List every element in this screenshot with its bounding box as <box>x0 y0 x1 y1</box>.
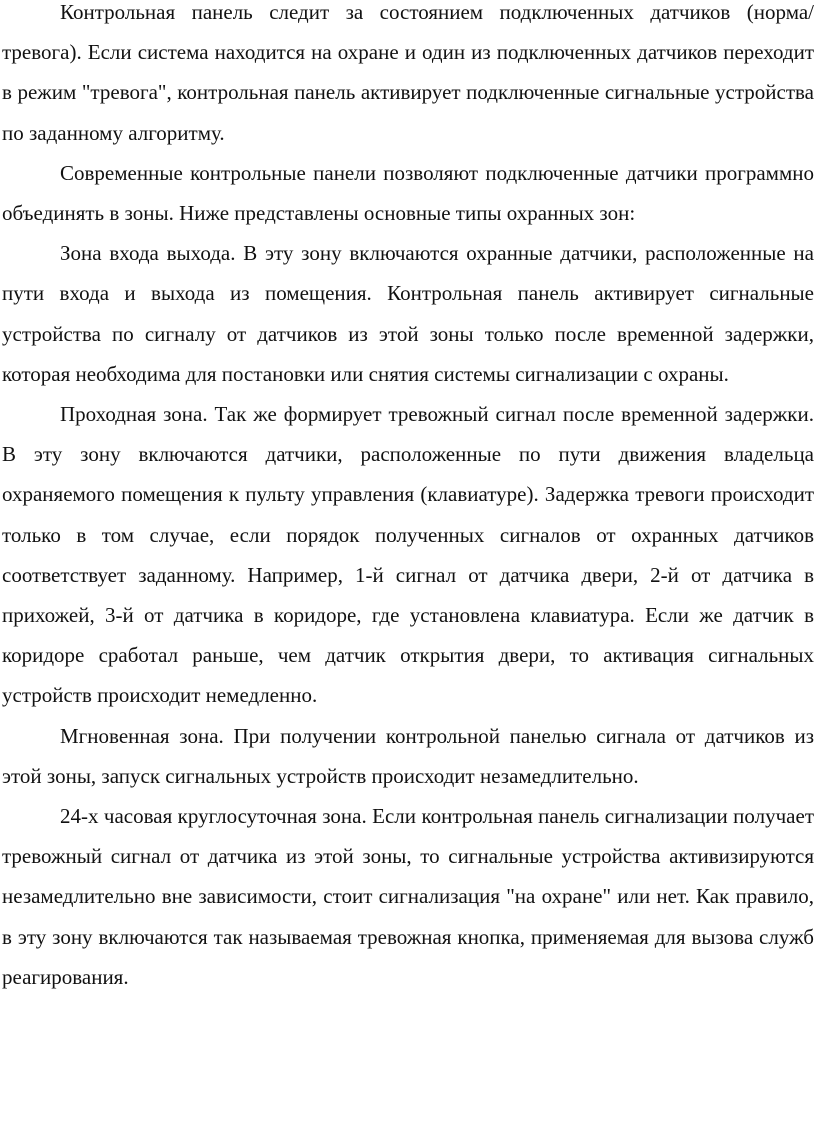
paragraph-24h-zone: 24-х часовая круглосуточная зона. Если контрольная панель сигнализации получает тревожный сигнал от датчика из этой зоны, то сигнальные устройства активизируются незамедлительно вне зависимости, стоит сигнализация "на охране" или нет. Как правило, в эту зону включаются так называемая тревожная кнопка, применяемая для вызова служб реагирования. <box>2 804 814 989</box>
paragraph-zones-intro: Современные контрольные панели позволяют подключенные датчики программно объединять в зоны. Ниже представлены основные типы охранных зон: <box>2 160 814 226</box>
paragraph-instant-zone: Мгновенная зона. При получении контрольной панелью сигнала от датчиков из этой зоны, запуск сигнальных устройств происходит незамедлительно. <box>2 723 814 788</box>
paragraph-entry-exit-zone: Зона входа выхода. В эту зону включаются охранные датчики, расположенные на пути входа и выхода из помещения. Контрольная панель активирует сигнальные устройства по сигналу от датчиков из этой зоны только после временной задержки, которая необходима для постановки или снятия системы сигнализации с охраны. <box>2 241 814 386</box>
paragraph-walkthrough-zone: Проходная зона. Так же формирует тревожный сигнал после временной задержки. В эту зону включаются датчики, расположенные по пути движения владельца охраняемого помещения к пульту управления (клавиатуре). Задержка тревоги происходит только в том случае, если порядок полученных сигналов от охранных датчиков соответствует заданному. Например, 1-й сигнал от датчика двери, 2-й от датчика в прихожей, 3-й от датчика в коридоре, где установлена клавиатура. Если же датчик в коридоре сработал раньше, чем датчик открытия двери, то активация сигнальных устройств происходит немедленно. <box>2 402 814 708</box>
paragraph-control-panel: Контрольная панель следит за состоянием подключенных датчиков (норма/тревога). Если система находится на охране и один из подключенных датчиков переходит в режим "тревога", контрольная панель активирует подключенные сигнальные устройства по заданному алгоритму. <box>2 0 814 145</box>
